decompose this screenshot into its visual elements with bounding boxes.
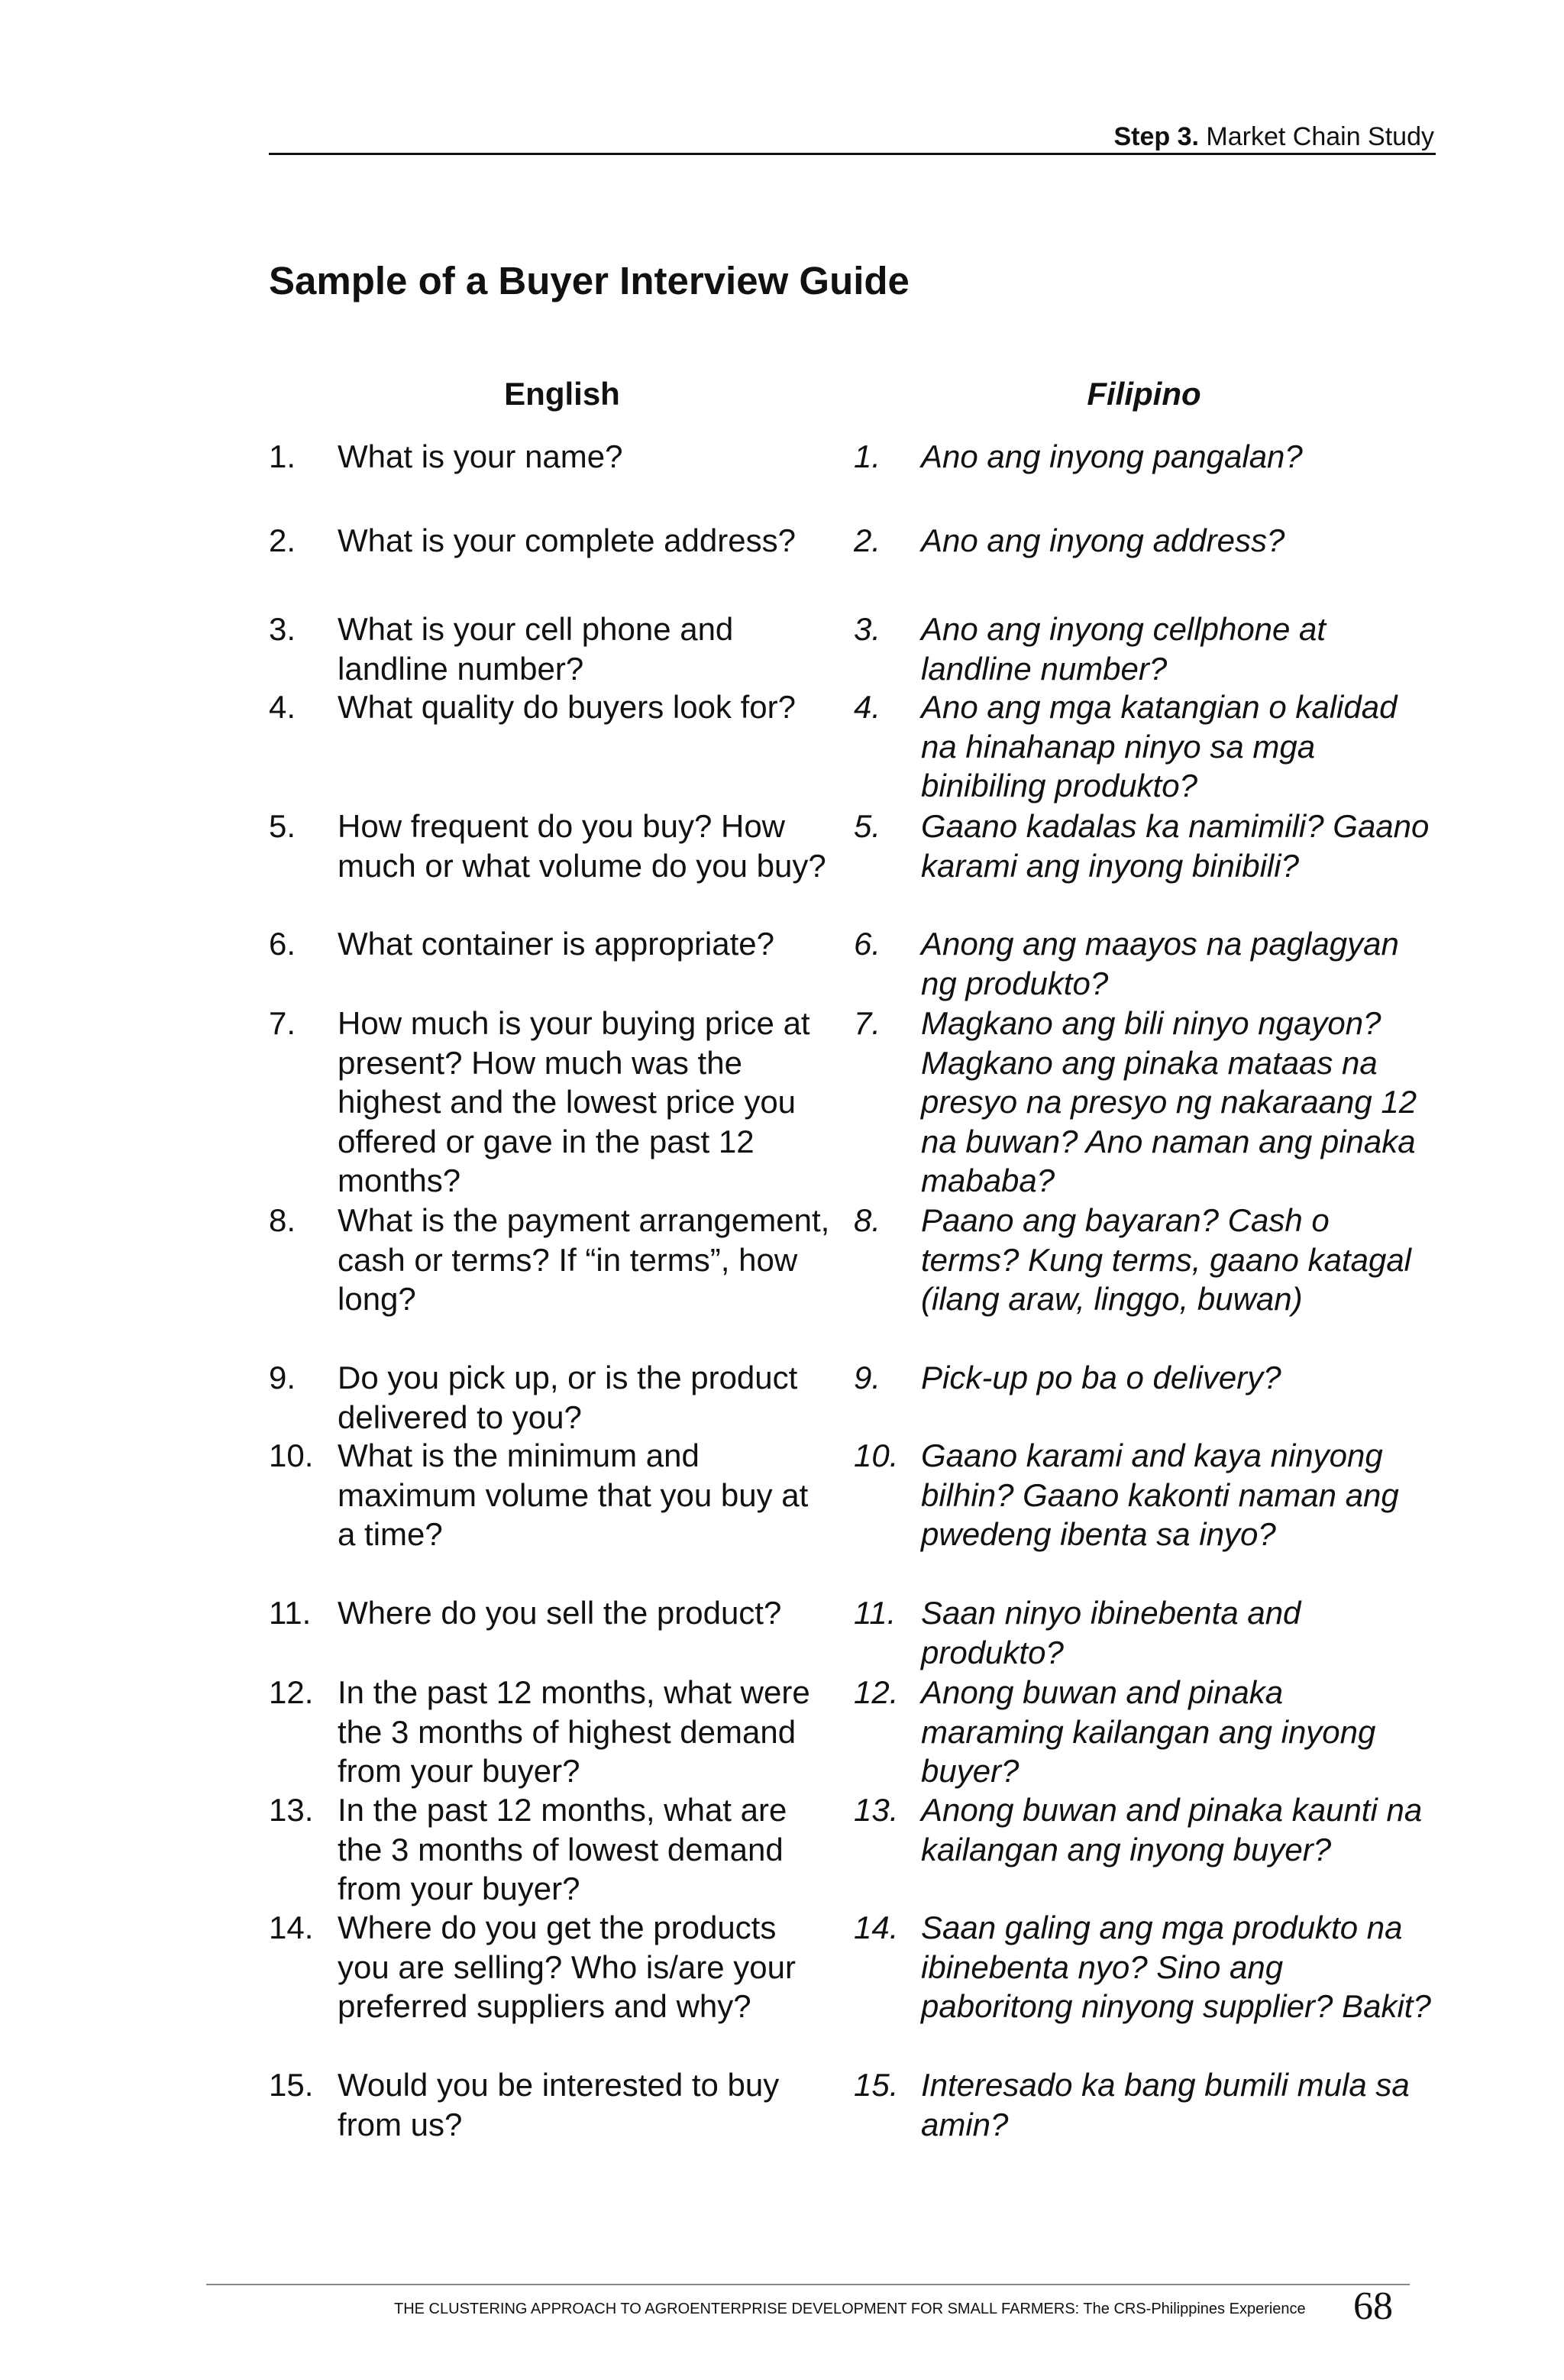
question-text: Ano ang inyong cellphone at landline number?	[921, 611, 1326, 687]
question-number: 9.	[269, 1360, 296, 1395]
column-heading-english: English	[504, 376, 620, 412]
question-number: 7.	[269, 1005, 296, 1041]
question-text: How frequent do you buy? How much or what volume do you buy?	[338, 808, 826, 884]
question-number: 3.	[854, 611, 881, 647]
question-text: Anong ang maayos na paglagyan ng produkto?	[921, 926, 1399, 1001]
question-text: Gaano kadalas ka namimili? Gaano karami ang inyong binibili?	[921, 808, 1430, 884]
question-number: 1.	[269, 438, 296, 474]
question-text: How much is your buying price at present? How much was the highest and the lowest price you offered or gave in the past 12 months?	[338, 1005, 810, 1198]
question-text: Saan ninyo ibinebenta and produkto?	[921, 1595, 1301, 1670]
header-rule	[269, 153, 1436, 155]
question-text: Gaano karami and kaya ninyong bilhin? Gaano kakonti naman ang pwedeng ibenta sa inyo?	[921, 1437, 1399, 1552]
question-number: 5.	[854, 808, 881, 844]
question-text: What is your name?	[338, 438, 623, 474]
page-title: Sample of a Buyer Interview Guide	[269, 259, 910, 302]
question-text: What quality do buyers look for?	[338, 689, 796, 725]
question-text: Ano ang inyong address?	[921, 522, 1285, 558]
footer-rule	[206, 2284, 1410, 2285]
question-text: Interesado ka bang bumili mula sa amin?	[921, 2067, 1410, 2142]
question-text: Pick-up po ba o delivery?	[921, 1360, 1281, 1395]
question-text: What is your cell phone and landline number?	[338, 611, 734, 687]
question-text: In the past 12 months, what were the 3 months of highest demand from your buyer?	[338, 1674, 810, 1789]
question-text: What is your complete address?	[338, 522, 796, 558]
question-number: 15.	[854, 2067, 899, 2103]
page-number: 68	[1353, 2285, 1393, 2328]
question-number: 7.	[854, 1005, 881, 1041]
question-number: 11.	[854, 1595, 897, 1631]
question-text: What is the minimum and maximum volume that you buy at a time?	[338, 1437, 809, 1552]
question-number: 12.	[854, 1674, 899, 1710]
question-text: Magkano ang bili ninyo ngayon? Magkano ang pinaka mataas na presyo na presyo ng nakaraang 12 na buwan? Ano naman ang pinaka mababa?	[921, 1005, 1417, 1198]
question-number: 13.	[269, 1792, 314, 1828]
question-number: 10.	[269, 1437, 314, 1473]
question-number: 6.	[269, 926, 296, 962]
question-number: 2.	[269, 522, 296, 558]
question-text: What container is appropriate?	[338, 926, 774, 962]
question-text: In the past 12 months, what are the 3 months of lowest demand from your buyer?	[338, 1792, 787, 1906]
question-number: 14.	[269, 1909, 314, 1945]
question-number: 2.	[854, 522, 881, 558]
question-text: Anong buwan and pinaka kaunti na kailangan ang inyong buyer?	[921, 1792, 1423, 1867]
question-number: 12.	[269, 1674, 314, 1710]
footer-book-title: THE CLUSTERING APPROACH TO AGROENTERPRISE DEVELOPMENT FOR SMALL FARMERS: The CRS-Philippines Experience	[394, 2301, 1306, 2317]
question-text: Paano ang bayaran? Cash o terms? Kung terms, gaano katagal (ilang araw, linggo, buwan)	[921, 1202, 1412, 1317]
question-number: 3.	[269, 611, 296, 647]
running-header-section: Market Chain Study	[1206, 122, 1434, 151]
question-number: 14.	[854, 1909, 899, 1945]
question-text: Ano ang inyong pangalan?	[921, 438, 1303, 474]
question-number: 9.	[854, 1360, 881, 1395]
question-number: 11.	[269, 1595, 312, 1631]
question-number: 5.	[269, 808, 296, 844]
question-number: 4.	[854, 689, 881, 725]
running-header	[1113, 122, 1434, 152]
question-text: Do you pick up, or is the product delivered to you?	[338, 1360, 798, 1435]
question-number: 6.	[854, 926, 881, 962]
question-text: Anong buwan and pinaka maraming kailangan ang inyong buyer?	[921, 1674, 1376, 1789]
question-number: 13.	[854, 1792, 899, 1828]
question-number: 10.	[854, 1437, 899, 1473]
column-heading-filipino: Filipino	[1087, 376, 1201, 412]
question-number: 8.	[854, 1202, 881, 1238]
question-text: Where do you get the products you are selling? Who is/are your preferred suppliers and why?	[338, 1909, 796, 2024]
question-text: Saan galing ang mga produkto na ibinebenta nyo? Sino ang paboritong ninyong supplier? Bakit?	[921, 1909, 1431, 2024]
question-text: Would you be interested to buy from us?	[338, 2067, 780, 2142]
running-header-step: Step 3.	[1113, 122, 1199, 151]
question-number: 1.	[854, 438, 881, 474]
question-text: Where do you sell the product?	[338, 1595, 782, 1631]
question-text: Ano ang mga katangian o kalidad na hinahanap ninyo sa mga binibiling produkto?	[921, 689, 1398, 804]
question-number: 15.	[269, 2067, 314, 2103]
question-number: 4.	[269, 689, 296, 725]
question-text: What is the payment arrangement, cash or terms? If “in terms”, how long?	[338, 1202, 830, 1317]
question-number: 8.	[269, 1202, 296, 1238]
